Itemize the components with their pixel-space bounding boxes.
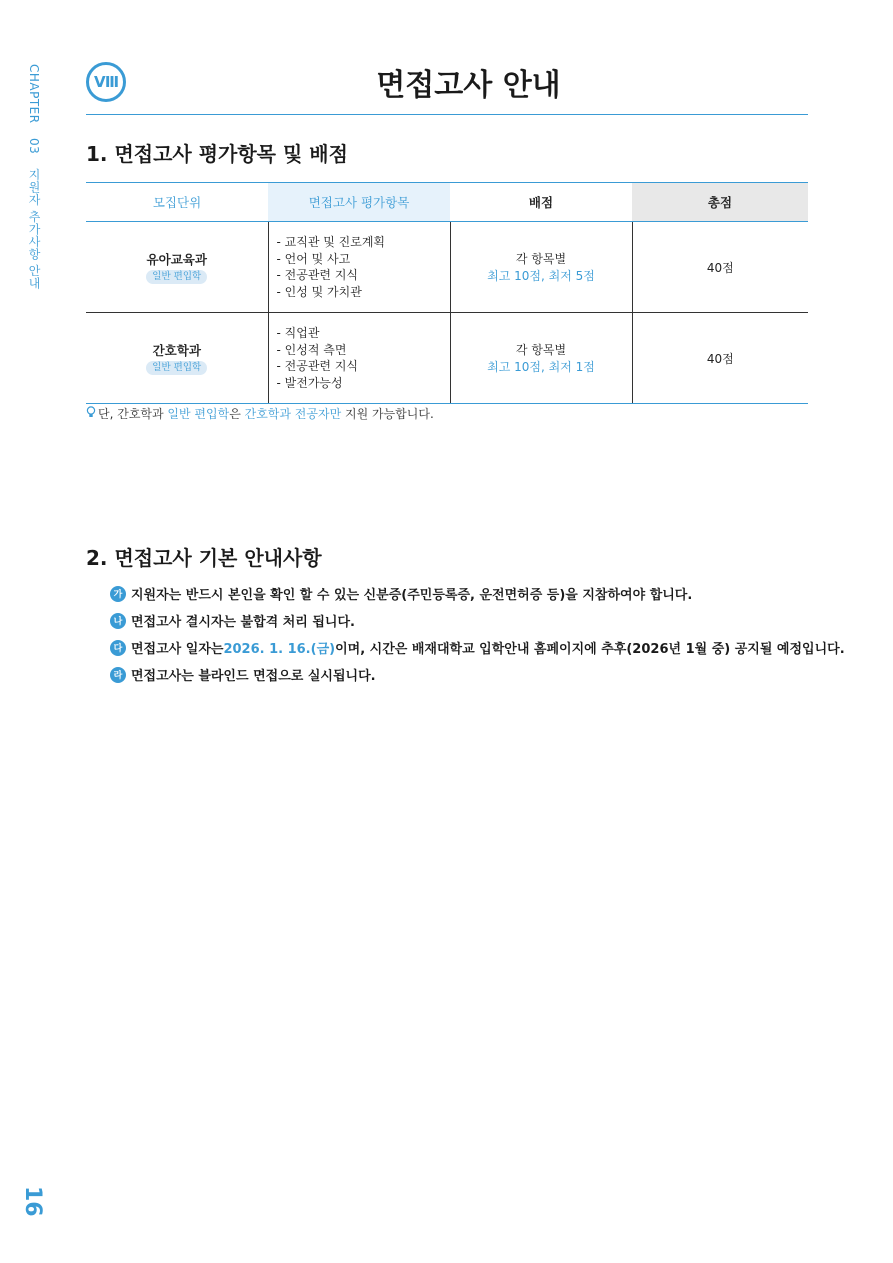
note-highlight-2: 간호학과 전공자만 [244, 407, 342, 421]
admission-type-tag: 일반 편입학 [146, 361, 207, 375]
note-prefix: 단, 간호학과 [98, 407, 168, 421]
score-label: 각 항목별 [515, 343, 567, 357]
chapter-sidebar-label [26, 64, 43, 290]
eval-item: - 교직관 및 진로계획 [276, 235, 386, 249]
eval-item: - 전공관련 지식 [276, 359, 359, 373]
list-item-text-post: 이며, 시간은 배재대학교 입학안내 홈페이지에 추후(2026년 1월 중) 공지될 예정입니다. [335, 642, 845, 657]
eval-item: - 인성 및 가치관 [276, 284, 362, 299]
eval-item: - 인성적 측면 [276, 342, 347, 357]
dept-cell [86, 313, 268, 404]
bullet-marker: 라 [110, 667, 126, 683]
bullet-marker: 나 [110, 613, 126, 629]
section-roman-badge: Ⅷ [86, 62, 126, 102]
note-mid: 은 [229, 407, 245, 421]
note-highlight-1: 일반 편입학 [167, 407, 230, 421]
note-suffix: 지원 가능합니다. [341, 407, 434, 421]
table-row [86, 313, 808, 404]
list-item-text: 면접고사 결시자는 불합격 처리 됩니다. [131, 615, 355, 630]
eval-item: - 언어 및 사고 [276, 251, 351, 266]
score-range: 최고 10점, 최저 5점 [487, 269, 595, 283]
list-item-text-pre: 면접고사 일자는 [131, 642, 224, 657]
dept-name: 간호학과 [152, 343, 201, 358]
eval-item: - 전공관련 지식 [276, 268, 359, 282]
table-header-row [86, 183, 808, 222]
interview-date: 2026. 1. 16.(금) [223, 642, 336, 657]
total-cell: 40점 [632, 313, 808, 404]
score-label: 각 항목별 [515, 252, 567, 266]
total-cell: 40점 [632, 222, 808, 313]
page-number: 16 [20, 1186, 45, 1217]
score-cell [450, 313, 632, 404]
eval-item: - 발전가능성 [276, 375, 343, 390]
list-item [110, 634, 845, 661]
items-cell [268, 222, 450, 313]
score-table [86, 182, 808, 404]
guidance-list [110, 580, 845, 688]
dept-name: 유아교육과 [146, 252, 207, 267]
bullet-marker: 다 [110, 640, 126, 656]
eval-item: - 직업관 [276, 326, 320, 340]
score-cell [450, 222, 632, 313]
bullet-marker: 가 [110, 586, 126, 602]
header-score: 배점 [450, 183, 632, 222]
page-title: 면접고사 안내 [376, 68, 561, 103]
list-item [110, 607, 845, 634]
dept-cell [86, 222, 268, 313]
title-divider [86, 114, 808, 115]
admission-type-tag: 일반 편입학 [146, 270, 207, 284]
table-note [86, 405, 434, 422]
list-item [110, 661, 845, 688]
list-item-text: 면접고사는 블라인드 면접으로 실시됩니다. [131, 669, 376, 684]
header-total: 총점 [632, 183, 808, 222]
items-cell [268, 313, 450, 404]
section2-title: 2. 면접고사 기본 안내사항 [86, 546, 322, 570]
chapter-number: 03 [27, 137, 41, 155]
lightbulb-icon [86, 406, 96, 421]
list-item [110, 580, 845, 607]
score-range: 최고 10점, 최저 1점 [487, 360, 595, 374]
section1-title: 1. 면접고사 평가항목 및 배점 [86, 142, 348, 166]
chapter-word: CHAPTER [27, 64, 41, 124]
header-items: 면접고사 평가항목 [268, 183, 450, 222]
list-item-text: 지원자는 반드시 본인을 확인 할 수 있는 신분증(주민등록증, 운전면허증 등)을 지참하여야 합니다. [131, 588, 693, 603]
table-row [86, 222, 808, 313]
chapter-title: 지원자 추가사항 안내 [27, 168, 41, 290]
header-dept: 모집단위 [86, 183, 268, 222]
